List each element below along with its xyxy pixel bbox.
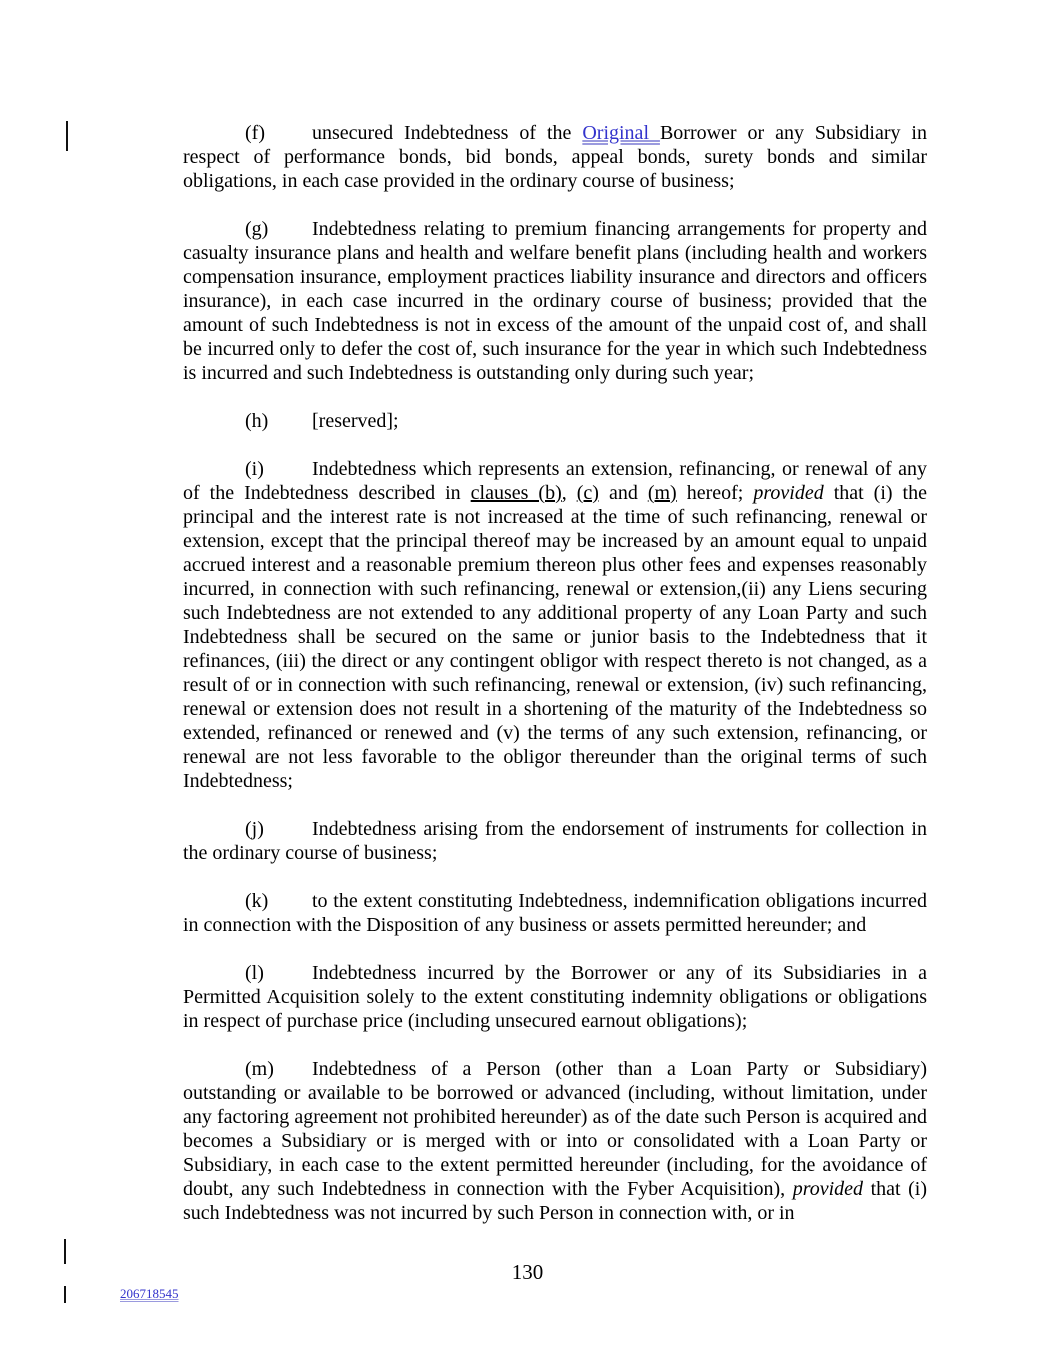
underlined-reference: (m) [647,482,677,504]
revision-change-bar-bottom-1 [64,1239,66,1264]
revision-change-bar-bottom-2 [64,1286,66,1303]
text-run: to the extent constituting Indebtedness, indemnification obligations incurred in connection with the Disposition of any business or assets permitted hereunder; and [183,890,927,936]
text-run: Indebtedness relating to premium financing arrangements for property and casualty insurance plans and health and welfare benefit plans (including health and workers compensation insurance, employment practices liability insurance and directors and officers insurance), in each case incurred in the ordinary course of business; provided that the amount of such Indebtedness is not in excess of the amount of the unpaid cost of, and shall be incurred only to defer the cost of, such insurance for the year in which such Indebtedness is incurred and such Indebtedness is outstanding only during such year; [183,218,927,384]
paragraph-k [183,889,927,937]
italic-text: provided [792,1178,864,1200]
text-run: , [561,482,577,504]
text-run: that (i) the principal and the interest rate is not increased at the time of such refinancing, renewal or extension, except that the principal thereof may be increased by an amount equal to unpaid accrued interest and a reasonable premium thereon plus other fees and expenses reasonably [183,482,927,576]
paragraph-label: (m) [245,1058,274,1080]
paragraph-label: (k) [245,890,269,912]
page-number: 130 [511,1260,544,1284]
text-run: Indebtedness of a Person (other than a Loan Party or Subsidiary) outstanding or available to be borrowed or advanced (including, without limitation, under any factoring agreement not prohibited hereunder) as of the date such Person is acquired and becomes a Subsidiary or is merged with or into or consolidated with a Loan Party or Subsidiary, in each case to the extent permitted hereunder (including, for the avoidance of doubt, any such Indebtedness in connection with the Fyber Acquisition), [183,1058,927,1200]
underlined-reference: (c) [576,482,599,504]
paragraph-h [183,409,927,433]
paragraph-m [183,1057,927,1225]
paragraph-j [183,817,927,865]
text-run: unsecured Indebtedness of the [312,122,583,144]
text-run: [reserved]; [312,410,399,432]
text-run: hereof; [676,482,754,504]
italic-text: provided [753,482,824,504]
paragraph-label: (j) [245,818,264,840]
text-run: Indebtedness incurred by the Borrower or any of its Subsidiaries in a Permitted Acquisition solely to the extent constituting indemnity obligations or obligations in respect of purchase price (including unsecured earnout obligations); [183,962,927,1032]
text-run: that (i) such Indebtedness was not incurred by such Person in connection with, or in [183,1178,927,1224]
paragraph-g [183,217,927,385]
text-run: Indebtedness arising from the endorsement of instruments for collection in the ordinary course of business; [183,818,927,864]
underlined-reference: clauses (b) [470,482,562,504]
inserted-text: Original [582,122,660,144]
text-run: Indebtedness which represents an extension, refinancing, or renewal of any of the Indebtedness described in [183,458,927,504]
document-id-link[interactable]: 206718545 [120,1286,179,1301]
text-run: and [598,482,648,504]
document-body [183,121,927,1225]
revision-change-bar-top [66,121,68,151]
paragraph-label: (f) [245,122,265,144]
paragraph-l [183,961,927,1033]
paragraph-i [183,457,927,793]
paragraph-label: (i) [245,458,264,480]
paragraph-f [183,121,927,193]
text-run: Borrower or any Subsidiary in respect of performance bonds, bid bonds, appeal bonds, surety bonds and similar obligations, in each case provided in the ordinary course of business; [183,122,927,192]
text-run: incurred, in connection with such refinancing, renewal or extension,(ii) any Liens securing such Indebtedness are not extended to any additional property of any Loan Party and such Indebtedness shall be secured on the same or junior basis to the Indebtedness that it refinances, (iii) the direct or any contingent obligor with respect thereto is not changed, as a result of or in connection with such refinancing, renewal or extension, (iv) such refinancing, renewal or extension does not result in a shortening of the maturity of the Indebtedness so extended, refinanced or renewed and (v) the terms of any such extension, refinancing, or renewal are not less favorable to the obligor thereunder than the original terms of such Indebtedness; [183,578,927,792]
paragraph-label: (l) [245,962,264,984]
paragraph-label: (h) [245,410,269,432]
paragraph-label: (g) [245,218,269,240]
